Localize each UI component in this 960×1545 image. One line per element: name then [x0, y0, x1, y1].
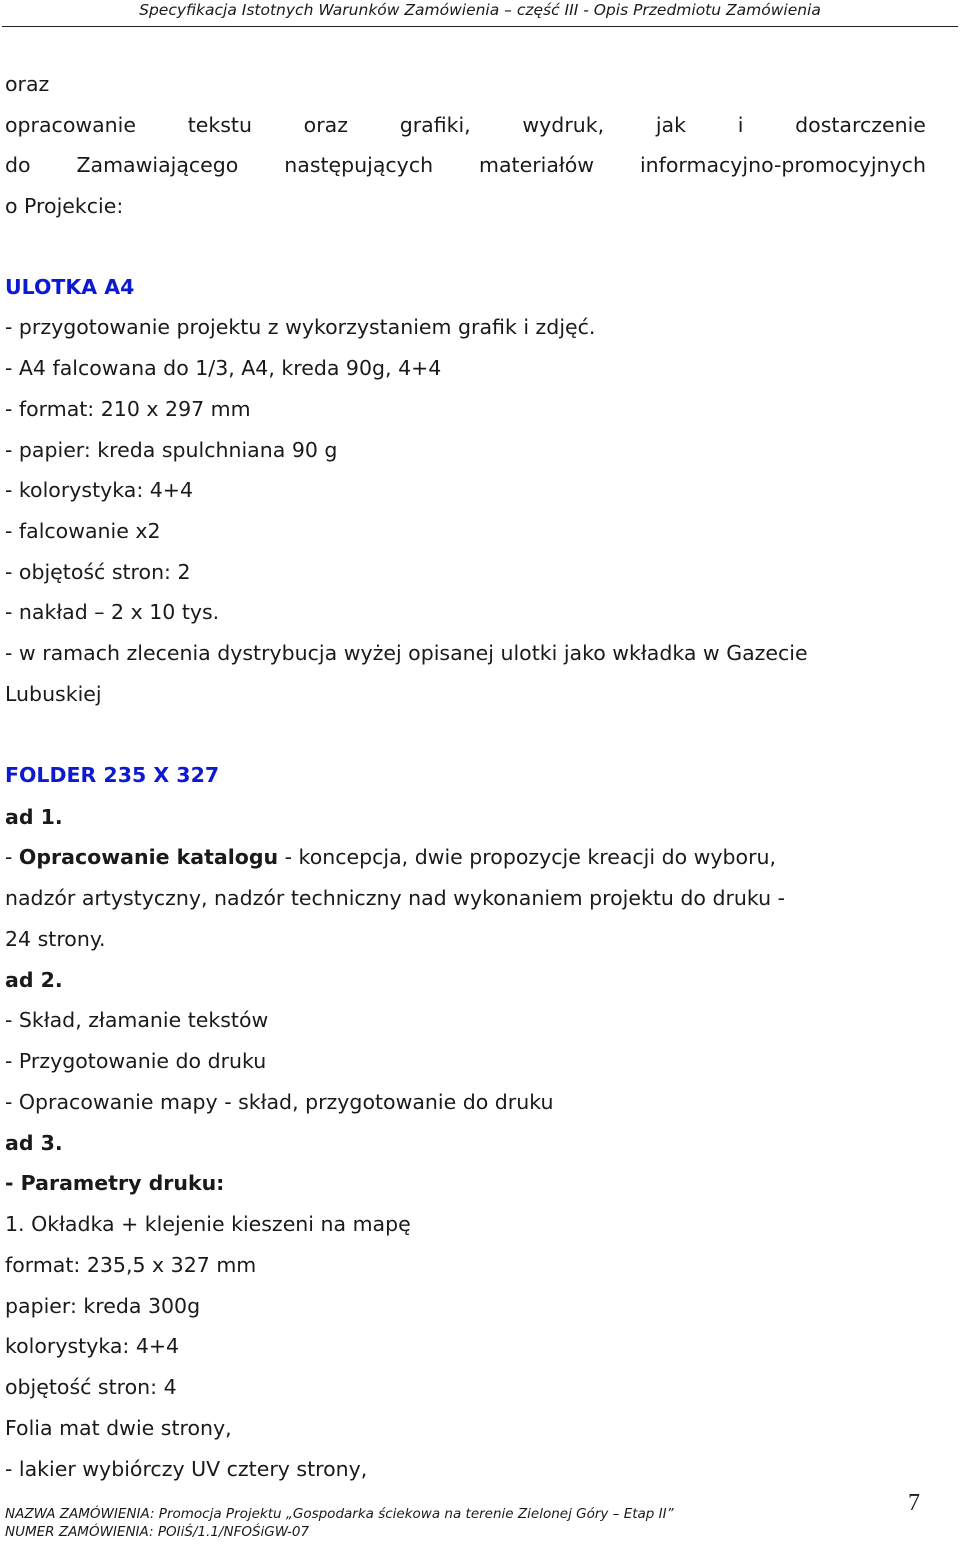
ad2-heading: ad 2.: [5, 968, 63, 992]
justified-line-1: [5, 111, 926, 139]
word: do: [5, 153, 31, 177]
ad3-heading: ad 3.: [5, 1131, 63, 1155]
line-rest: - koncepcja, dwie propozycje kreacji do wyboru,: [278, 845, 777, 869]
footer-order-number: NUMER ZAMÓWIENIA: POIiŚ/1.1/NFOŚiGW-07: [5, 1524, 310, 1540]
params-line: papier: kreda 300g: [5, 1294, 201, 1318]
word: opracowanie: [5, 113, 136, 137]
header-divider: [2, 26, 958, 27]
ulotka-line: - A4 falcowana do 1/3, A4, kreda 90g, 4+4: [5, 356, 442, 380]
word: jak: [655, 113, 686, 137]
ad2-line: - Skład, złamanie tekstów: [5, 1008, 269, 1032]
word: Zamawiającego: [76, 153, 239, 177]
ulotka-line: - falcowanie x2: [5, 519, 161, 543]
word: materiałów: [479, 153, 595, 177]
ad1-heading: ad 1.: [5, 805, 63, 829]
ulotka-line: - przygotowanie projektu z wykorzystaniem grafik i zdjęć.: [5, 315, 596, 339]
word: tekstu: [187, 113, 252, 137]
word: informacyjno-promocyjnych: [639, 153, 926, 177]
section-heading-ulotka: ULOTKA A4: [5, 275, 135, 299]
params-line: kolorystyka: 4+4: [5, 1334, 180, 1358]
params-line: objętość stron: 4: [5, 1375, 177, 1399]
params-line: Folia mat dwie strony,: [5, 1416, 232, 1440]
params-line: - lakier wybiórczy UV cztery strony,: [5, 1457, 368, 1481]
word: i: [737, 113, 744, 137]
params-line: format: 235,5 x 327 mm: [5, 1253, 257, 1277]
word: dostarczenie: [795, 113, 926, 137]
ad1-line-3: 24 strony.: [5, 927, 106, 951]
dash: -: [5, 845, 19, 869]
params-heading: - Parametry druku:: [5, 1171, 225, 1195]
ulotka-line: - nakład – 2 x 10 tys.: [5, 600, 220, 624]
ulotka-line: - papier: kreda spulchniana 90 g: [5, 438, 338, 462]
ulotka-line: - format: 210 x 297 mm: [5, 397, 251, 421]
footer-order-name: NAZWA ZAMÓWIENIA: Promocja Projektu „Gospodarka ściekowa na terenie Zielonej Góry – Etap II”: [5, 1506, 674, 1522]
ulotka-line: - objętość stron: 2: [5, 560, 191, 584]
bold-term: Opracowanie katalogu: [18, 845, 279, 869]
ad1-line-1: [5, 843, 776, 871]
section-heading-folder: FOLDER 235 X 327: [5, 763, 220, 787]
text-line-projekt: o Projekcie:: [5, 194, 124, 218]
word: grafiki,: [399, 113, 471, 137]
page-header: Specyfikacja Istotnych Warunków Zamówienia – część III - Opis Przedmiotu Zamówienia: [139, 1, 821, 19]
text-line-oraz: oraz: [5, 72, 50, 96]
word: wydruk,: [522, 113, 605, 137]
ad2-line: - Przygotowanie do druku: [5, 1049, 267, 1073]
ad2-line: - Opracowanie mapy - skład, przygotowanie do druku: [5, 1090, 554, 1114]
word: oraz: [303, 113, 348, 137]
word: następujących: [284, 153, 434, 177]
justified-line-2: [5, 151, 926, 179]
page-number: 7: [908, 1490, 920, 1516]
ulotka-line: Lubuskiej: [5, 682, 102, 706]
ulotka-line: - w ramach zlecenia dystrybucja wyżej opisanej ulotki jako wkładka w Gazecie: [5, 641, 808, 665]
ad1-line-2: nadzór artystyczny, nadzór techniczny nad wykonaniem projektu do druku -: [5, 886, 786, 910]
ulotka-line: - kolorystyka: 4+4: [5, 478, 194, 502]
params-line: 1. Okładka + klejenie kieszeni na mapę: [5, 1212, 411, 1236]
